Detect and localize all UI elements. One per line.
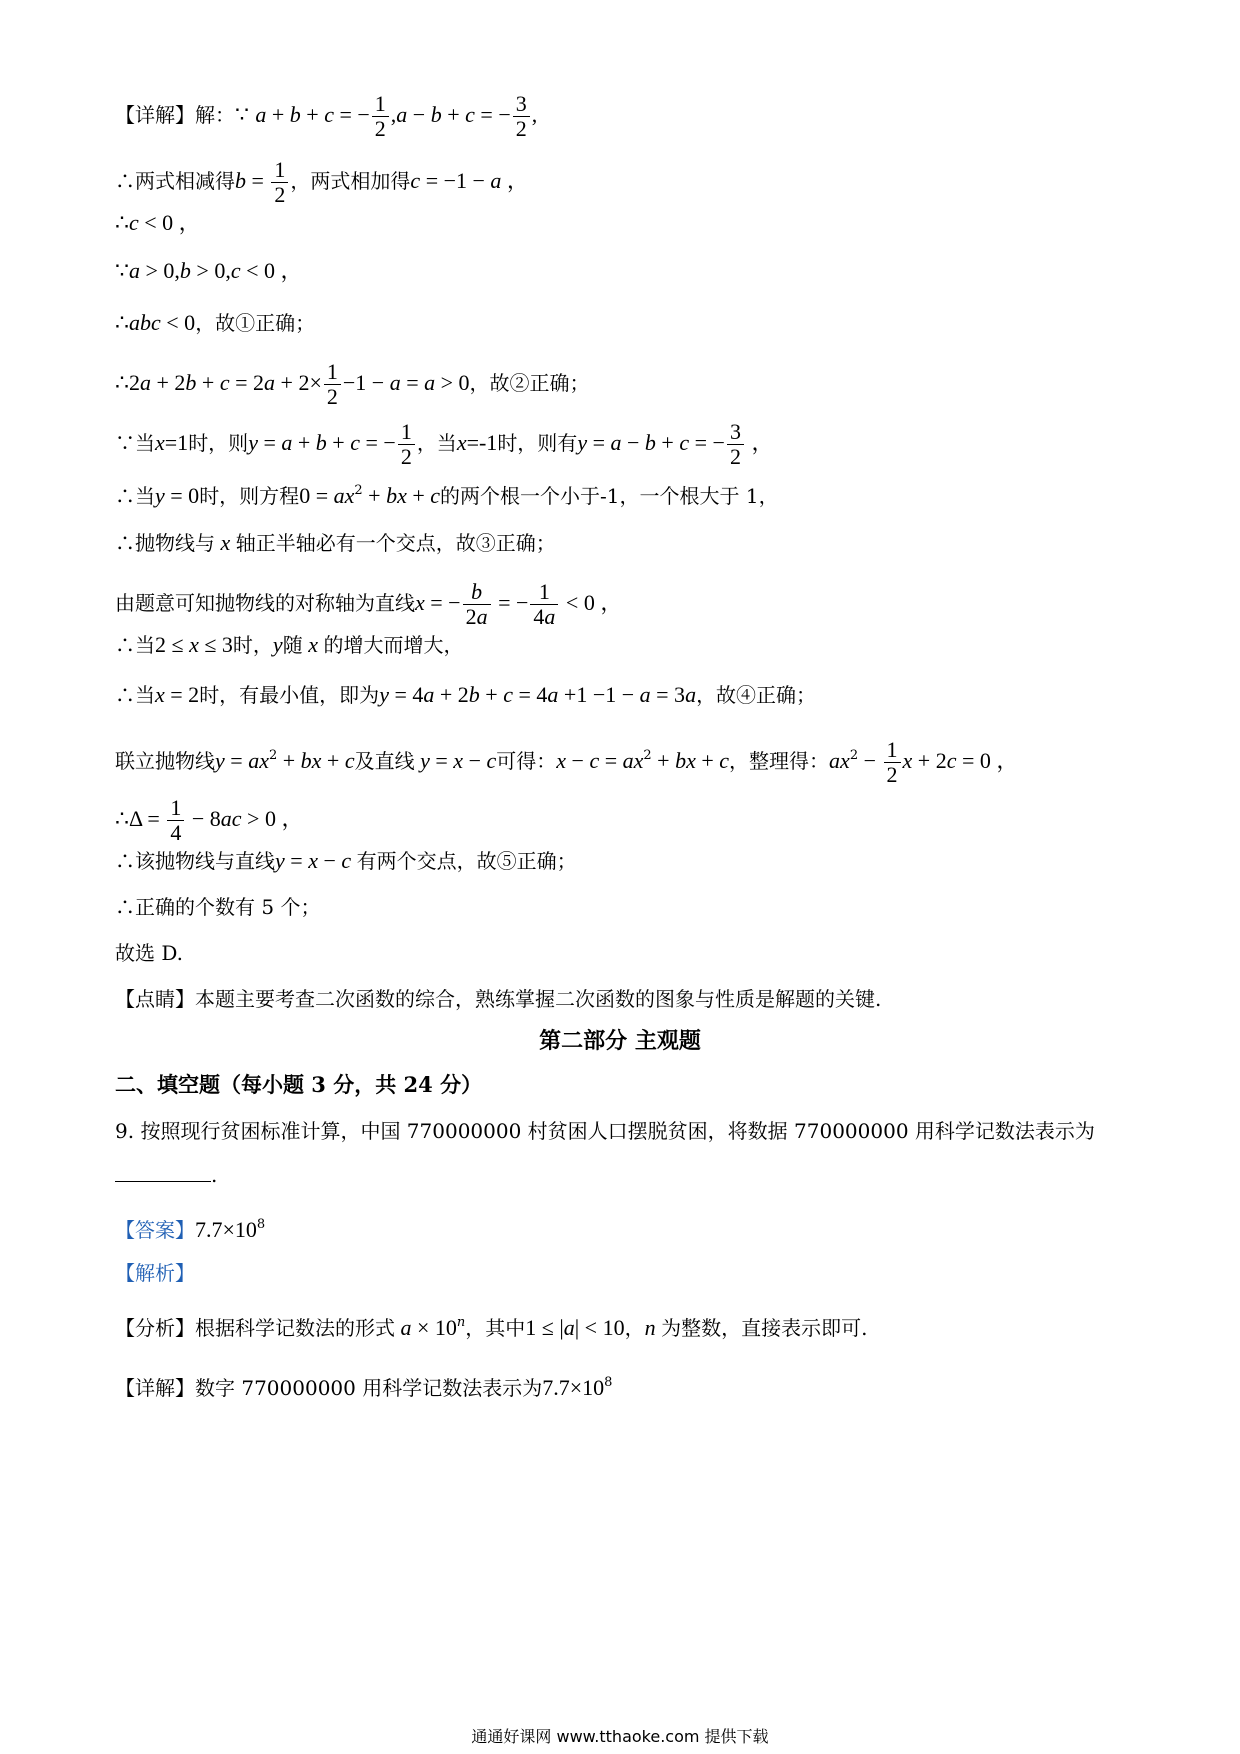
solution-line-8: ∴当y = 0时，则方程$0 = ax^2$ + bx + c的两个根一个小于-1，一个根大于 1， [115,483,779,508]
section-title: 第二部分 主观题 [539,1028,701,1054]
answer-tag: 【答案】 [115,1218,195,1242]
solution-line-6: ∴2a + 2b + c = 2a + 2× $\frac{1}{2}$ −1 − a = a > 0，故②正确； [115,359,590,409]
part-heading: 二、填空题（每小题 3 分，共 24 分） [115,1072,483,1097]
footer-watermark: 通通好课网 www.tthaoke.com 提供下载 [471,1727,769,1746]
solution-line-18: 【点睛】本题主要考查二次函数的综合，熟练掌握二次函数的图象与性质是解题的关键. [115,987,882,1011]
solution-line-16: ∴正确的个数有 5 个； [115,895,321,919]
xiangjie-line: 【详解】数字 770000000 用科学记数法表示为$7.7\times 10^8$ [115,1375,613,1400]
solution-line-9: ∴抛物线与 x 轴正半轴必有一个交点，故③正确； [115,530,556,555]
solution-line-2: ∴两式相减得b = $\frac{1}{2}$ ，两式相加得c = −1 − a ， [115,157,529,207]
xiangjie-tag: 【详解】 [115,1376,195,1400]
answer-line: 【答案】$7.7\times 10^8$ [115,1217,266,1242]
detail-tag: 【详解】 [115,103,195,127]
solution-line-15: ∴该抛物线与直线y = x − c 有两个交点，故⑤正确； [115,848,577,873]
solution-line-1: 【详解】解：∵ a + b + c = − $\frac{1}{2}$ ,a − b + c = − $\frac{3}{2}$ , [115,91,538,141]
solution-line-3: ∴c < 0 ， [115,210,201,235]
solution-line-7: ∵当x=1时，则y = a + b + c = − $\frac{1}{2}$ ，当x=-1时，则有y = a − b + c = − $\frac{3}{2}$ ， [115,419,774,469]
question-9: 9. 按照现行贫困标准计算，中国 770000000 村贫困人口摆脱贫困，将数据 770000000 用科学记数法表示为 [115,1119,1095,1143]
solution-line-12: ∴当x = 2时，有最小值，即为y = 4a + 2b + c = 4a +1 −1 − a = 3a，故④正确； [115,682,817,707]
analysis-tag: 【解析】 [115,1261,195,1285]
solution-line-14: ∴Δ = $\frac{1}{4}$ − 8ac > 0 ， [115,795,304,845]
insight-tag: 【点睛】 [115,987,195,1011]
answer-blank-line: . [115,1160,217,1190]
fenxi-line: 【分析】根据科学记数法的形式 $a \times 10^n$，其中1 ≤ |a| < 10，n 为整数，直接表示即可. [115,1315,868,1340]
solution-line-10: 由题意可知抛物线的对称轴为直线x = − $\frac{b}{2a}$ = − $\frac{1}{4a}$ < 0 ， [115,579,623,629]
solution-line-5: ∴abc < 0，故①正确； [115,310,316,335]
solution-line-13: 联立抛物线$y = ax^2$ + bx + c及直线 y = x − c可得：$x - c = ax^2$ + bx + c，整理得：$ax^2$ − $\frac{1}{2}$ x + 2c = 0 ， [115,737,1019,787]
math-eq: a [255,102,267,127]
answer-blank [115,1161,211,1182]
fraction: $\frac{1}{2}$ [372,92,389,141]
fenxi-tag: 【分析】 [115,1316,195,1340]
analysis-line [115,1258,195,1288]
solution-line-4: ∵a > 0,b > 0,c < 0 ， [115,258,303,283]
solution-line-11: ∴当2 ≤ x ≤ 3时，y随 x 的增大而增大， [115,632,464,657]
answer-value: 7.7×10 [195,1217,257,1242]
fraction: $\frac{3}{2}$ [513,92,530,141]
solution-line-17: 故选 D. [115,941,184,965]
